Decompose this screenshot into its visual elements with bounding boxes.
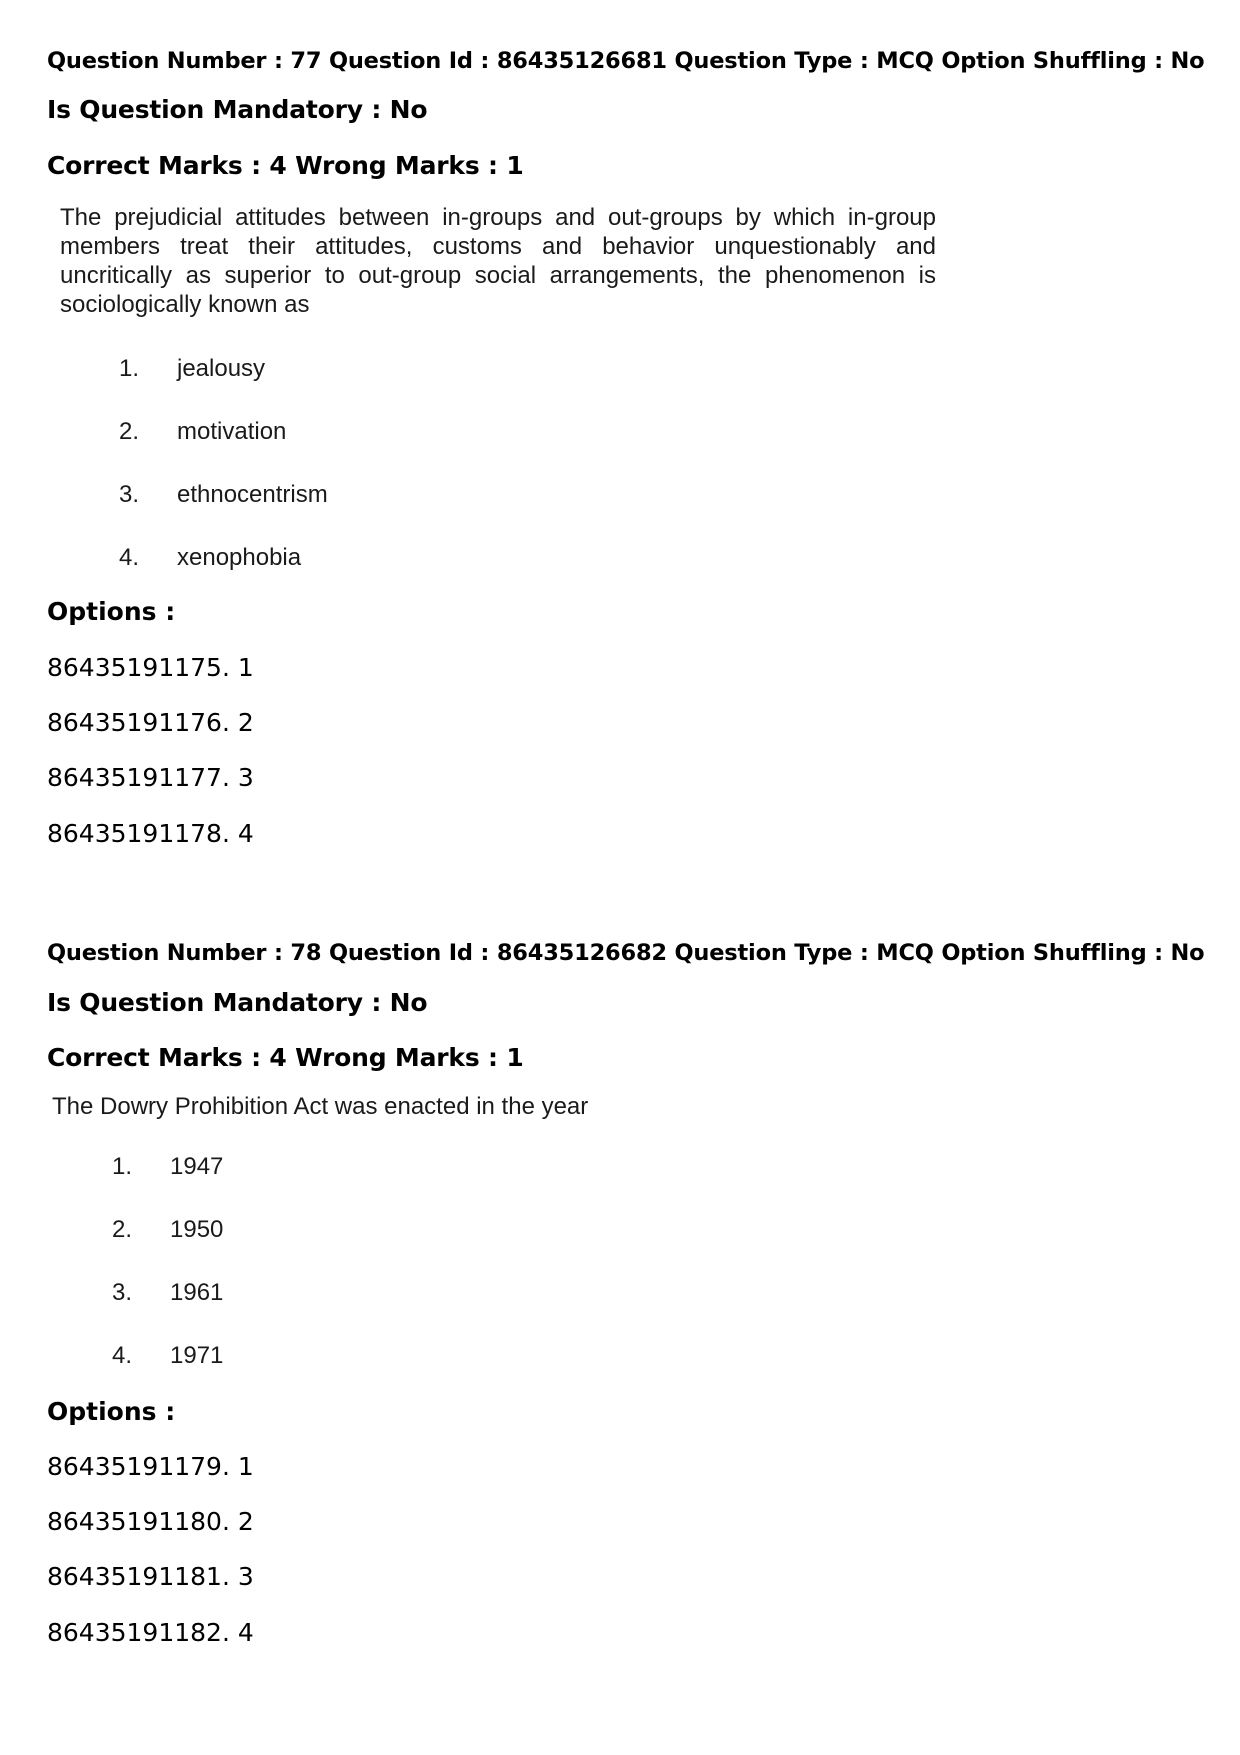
option-line: 86435191182. 4 <box>47 1618 254 1647</box>
option-line: 86435191179. 1 <box>47 1452 254 1481</box>
choice-number: 2. <box>119 418 140 445</box>
choice-number: 1. <box>112 1153 133 1180</box>
choice-text: jealousy <box>177 355 266 382</box>
options-label: Options : <box>47 1397 176 1426</box>
choice-number: 1. <box>119 355 140 382</box>
choice-item <box>119 544 301 572</box>
choice-item <box>119 418 286 446</box>
options-label: Options : <box>47 597 176 626</box>
choice-text: 1947 <box>170 1153 224 1180</box>
option-line: 86435191180. 2 <box>47 1507 254 1536</box>
choice-number: 3. <box>119 481 140 508</box>
question-stem: The prejudicial attitudes between in-groups and out-groups by which in-group members treat their attitudes, customs and behavior unquestionably and uncritically as superior to out-group social arrangements, the phenomenon is sociologically known as <box>60 204 936 318</box>
choice-item <box>112 1279 223 1307</box>
option-line: 86435191181. 3 <box>47 1562 254 1591</box>
choice-number: 2. <box>112 1216 133 1243</box>
choice-text: 1971 <box>170 1342 224 1369</box>
question-header: Question Number : 78 Question Id : 86435126682 Question Type : MCQ Option Shuffling : No <box>47 940 1205 966</box>
option-line: 86435191175. 1 <box>47 653 254 682</box>
question-marks: Correct Marks : 4 Wrong Marks : 1 <box>47 1043 524 1072</box>
choice-number: 3. <box>112 1279 133 1306</box>
choice-text: xenophobia <box>177 544 302 571</box>
choice-item <box>112 1342 223 1370</box>
question-mandatory: Is Question Mandatory : No <box>47 988 428 1017</box>
choice-text: 1950 <box>170 1216 224 1243</box>
choice-item <box>119 481 328 509</box>
choice-number: 4. <box>112 1342 133 1369</box>
option-line: 86435191178. 4 <box>47 819 254 848</box>
choice-text: motivation <box>177 418 287 445</box>
choice-item <box>119 355 265 383</box>
choice-item <box>112 1153 223 1181</box>
choice-text: 1961 <box>170 1279 224 1306</box>
choice-text: ethnocentrism <box>177 481 328 508</box>
choice-number: 4. <box>119 544 140 571</box>
question-mandatory: Is Question Mandatory : No <box>47 95 428 124</box>
option-line: 86435191177. 3 <box>47 763 254 792</box>
choice-item <box>112 1216 223 1244</box>
question-stem: The Dowry Prohibition Act was enacted in the year <box>52 1093 589 1120</box>
question-marks: Correct Marks : 4 Wrong Marks : 1 <box>47 151 524 180</box>
question-header: Question Number : 77 Question Id : 86435126681 Question Type : MCQ Option Shuffling : No <box>47 48 1205 74</box>
option-line: 86435191176. 2 <box>47 708 254 737</box>
